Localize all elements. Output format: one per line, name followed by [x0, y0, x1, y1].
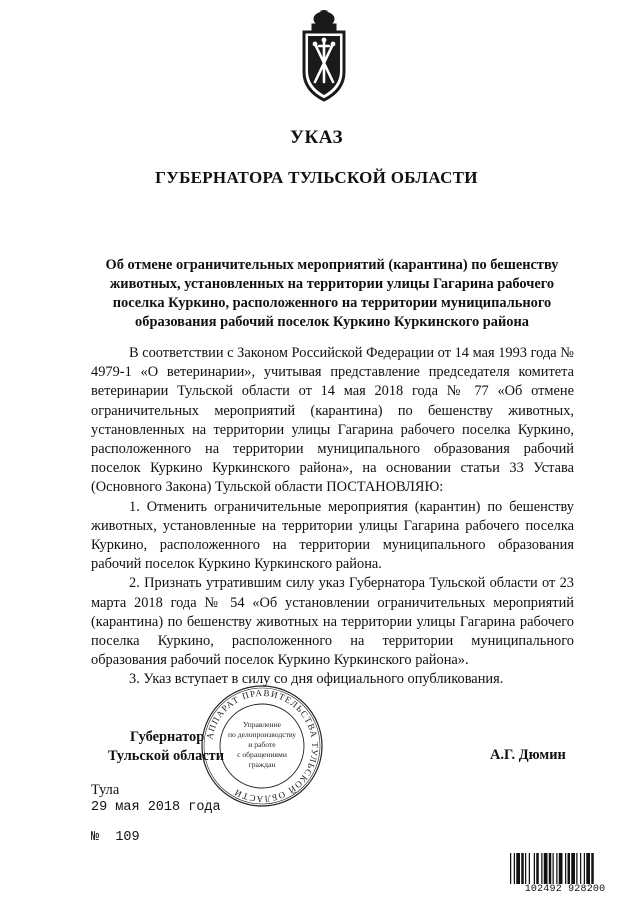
- decree-body: [91, 344, 574, 690]
- signatory-position-line: Тульской области: [108, 748, 225, 764]
- clause-1-paragraph: 1. Отменить ограничительные мероприятия (карантин) по бешенству животных, установленные на территории улицы Гагарина рабочего поселка Куркино, расположенного на территории муниципального образования рабочий поселок Куркино Куркинского района.: [91, 498, 574, 573]
- number-value: 109: [115, 830, 140, 845]
- place-of-issue: Тула: [91, 782, 120, 798]
- signatory-name: А.Г. Дюмин: [490, 747, 566, 763]
- stamp-line: по делопроизводству: [227, 730, 297, 739]
- stamp-line: Управление: [242, 720, 282, 729]
- issue-date: 29 мая 2018 года: [91, 800, 221, 815]
- clause-3-paragraph: 3. Указ вступает в силу со дня официального опубликования.: [129, 671, 504, 688]
- decree-heading: [92, 256, 572, 332]
- official-stamp-icon: [198, 682, 326, 810]
- stamp-line: и работе: [248, 740, 276, 749]
- issuer-title: ГУБЕРНАТОРА ТУЛЬСКОЙ ОБЛАСТИ: [155, 168, 478, 187]
- document-type-title: УКАЗ: [290, 127, 343, 148]
- preamble-paragraph: В соответствии с Законом Российской Федерации от 14 мая 1993 года № 4979-1 «О ветеринарии», учитывая представление председателя комитета ветеринарии Тульской области от 14 мая 2018 года № 77 «Об отмене ограничительных мероприятий (карантина) по бешенству животных, установленных на территории улицы Гагарина рабочего поселка Куркино, расположенного на территории муниципального образования рабочий поселок Куркино Куркинского района», на основании статьи 33 Устава (Основного Закона) Тульской области ПОСТАНОВЛЯЮ:: [91, 345, 574, 496]
- stamp-line: граждан: [248, 760, 276, 769]
- heading-line: образования рабочий поселок Куркино Куркинского района: [135, 314, 529, 330]
- number-label: №: [91, 830, 100, 845]
- heading-line: поселка Куркино, расположенного на территории муниципального: [112, 295, 552, 311]
- clause-2-paragraph: 2. Признать утратившим силу указ Губернатора Тульской области от 23 марта 2018 года № 54 «Об установлении ограничительных мероприятий (карантина) по бешенству животных на территории улицы Гагарина рабочего поселка Куркино, расположенного на территории муниципального образования рабочий поселок Куркино Куркинского района».: [91, 575, 574, 669]
- signatory-position-line: Губернатор: [130, 729, 205, 745]
- barcode-number: 102492 928200: [509, 884, 621, 895]
- coat-of-arms-icon: [294, 10, 354, 102]
- heading-line: Об отмене ограничительных мероприятий (карантина) по бешенству: [105, 257, 559, 273]
- stamp-ring-text: АППАРАТ ПРАВИТЕЛЬСТВА ТУЛЬСКОЙ ОБЛАСТИ: [204, 687, 321, 805]
- decree-number: [91, 830, 140, 845]
- heading-line: животных, установленных на территории улицы Гагарина рабочего: [109, 276, 555, 292]
- stamp-line: с обращениями: [237, 750, 287, 759]
